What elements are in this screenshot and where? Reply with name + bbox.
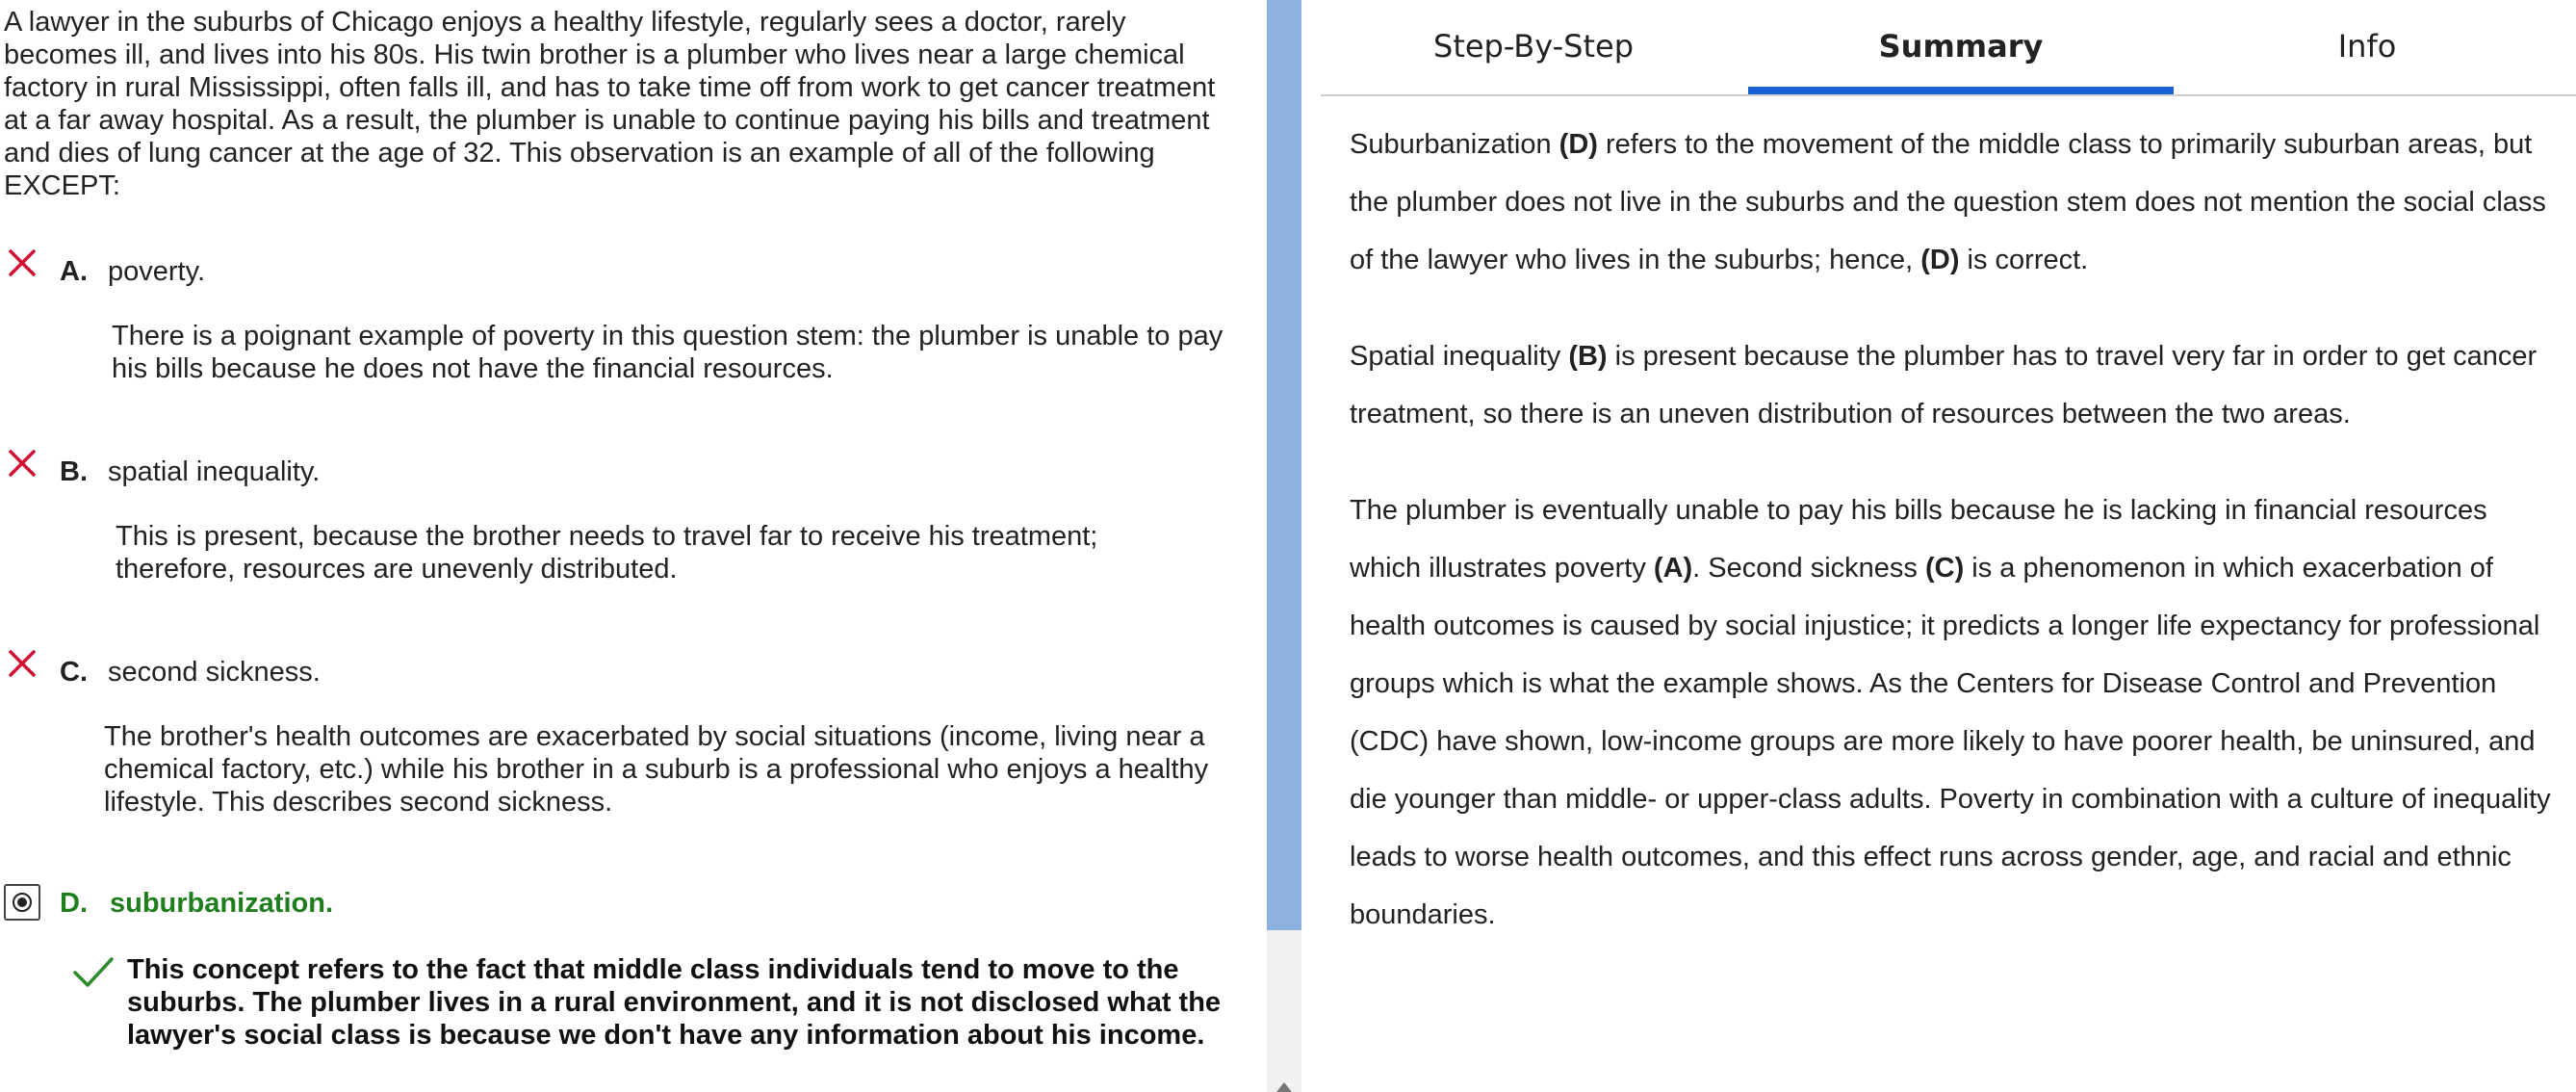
- scrollbar-thumb[interactable]: [1267, 0, 1301, 930]
- choice-d-letter: D.: [60, 888, 88, 919]
- radio-dot: [17, 897, 27, 907]
- summary-paragraph: [1350, 116, 2563, 289]
- summary-answer-ref: (D): [1920, 245, 1960, 275]
- x-icon: [6, 647, 39, 680]
- summary-run: Spatial inequality: [1350, 341, 1569, 372]
- summary-run: refers to the movement of the middle class to primarily suburban areas, but the plumber does not live in the suburbs and the question stem does not mention the social class of the lawyer who lives in the suburbs; hence,: [1350, 129, 2546, 275]
- choice-d-explanation: This concept refers to the fact that middle class individuals tend to move to the suburbs. The plumber lives in a rural environment, and it is not disclosed what the lawyer's social class is because we don't have any information about his income.: [127, 954, 1222, 1051]
- summary-paragraph: [1350, 481, 2563, 944]
- choice-c-explanation: The brother's health outcomes are exacerbated by social situations (income, living near a chemical factory, etc.) while his brother in a suburb is a professional who enjoys a healthy lifestyle. This describes second sickness.: [104, 721, 1209, 818]
- scrollbar[interactable]: [1267, 0, 1301, 1092]
- x-icon: [6, 247, 39, 279]
- summary-run: . Second sickness: [1692, 553, 1925, 584]
- scroll-down-arrow-icon[interactable]: [1276, 1082, 1292, 1092]
- tab-info[interactable]: Info: [2337, 28, 2397, 65]
- summary-run: is correct.: [1959, 245, 2089, 275]
- tab-summary[interactable]: Summary: [1878, 28, 2044, 65]
- pane-divider: [1301, 0, 1321, 1092]
- summary-run: Suburbanization: [1350, 129, 1559, 160]
- choice-c-letter: C.: [60, 657, 88, 688]
- x-icon: [6, 447, 39, 480]
- question-pane: [0, 0, 1267, 1092]
- active-tab-indicator: [1748, 87, 2174, 94]
- summary-answer-ref: (B): [1568, 341, 1608, 372]
- check-icon: [71, 953, 116, 992]
- summary-run: is present because the plumber has to travel very far in order to get cancer treatment, so there is an uneven distribution of resources between the two areas.: [1350, 341, 2537, 429]
- summary-run: The plumber is eventually unable to pay his bills because he is lacking in financial resources which illustrates poverty: [1350, 495, 2487, 584]
- summary-answer-ref: (C): [1924, 553, 1965, 584]
- choice-b-letter: B.: [60, 456, 88, 487]
- question-stem: A lawyer in the suburbs of Chicago enjoys a healthy lifestyle, regularly sees a doctor, rarely becomes ill, and lives into his 80s. His twin brother is a plumber who lives near a large chemical factory in rural Mississippi, often falls ill, and has to take time off from work to get cancer treatment at a far away hospital. As a result, the plumber is unable to continue paying his bills and treatment and dies of lung cancer at the age of 32. This observation is an example of all of the following EXCEPT:: [4, 7, 1216, 201]
- summary-answer-ref: (D): [1558, 129, 1598, 160]
- explanation-pane: [1321, 0, 2576, 1092]
- selected-radio-button[interactable]: [4, 884, 40, 921]
- summary-paragraph: [1350, 327, 2563, 443]
- summary-text: [1350, 116, 2563, 982]
- choice-c-text[interactable]: second sickness.: [108, 657, 321, 688]
- summary-run: is a phenomenon in which exacerbation of health outcomes is caused by social injustice; it predicts a longer life expectancy for professional groups which is what the example shows. As the Centers for Disease Control and Prevention (CDC) have shown, low-income groups are more likely to have poorer health, be uninsured, and die younger than middle- or upper-class adults. Poverty in combination with a culture of inequality leads to worse health outcomes, and this effect runs across gender, age, and racial and ethnic boundaries.: [1350, 553, 2551, 930]
- choice-a-text[interactable]: poverty.: [108, 256, 206, 287]
- summary-answer-ref: (A): [1653, 553, 1693, 584]
- choice-d-text[interactable]: suburbanization.: [110, 888, 333, 919]
- choice-a-explanation: There is a poignant example of poverty in this question stem: the plumber is unable to pay his bills because he does not have the financial resources.: [112, 321, 1224, 384]
- choice-a-letter: A.: [60, 256, 88, 287]
- tab-bar: [1321, 0, 2576, 96]
- tab-step-by-step[interactable]: Step-By-Step: [1433, 28, 1634, 65]
- choice-b-explanation: This is present, because the brother needs to travel far to receive his treatment; therefore, resources are unevenly distributed.: [116, 521, 1098, 585]
- choice-b-text[interactable]: spatial inequality.: [108, 456, 321, 487]
